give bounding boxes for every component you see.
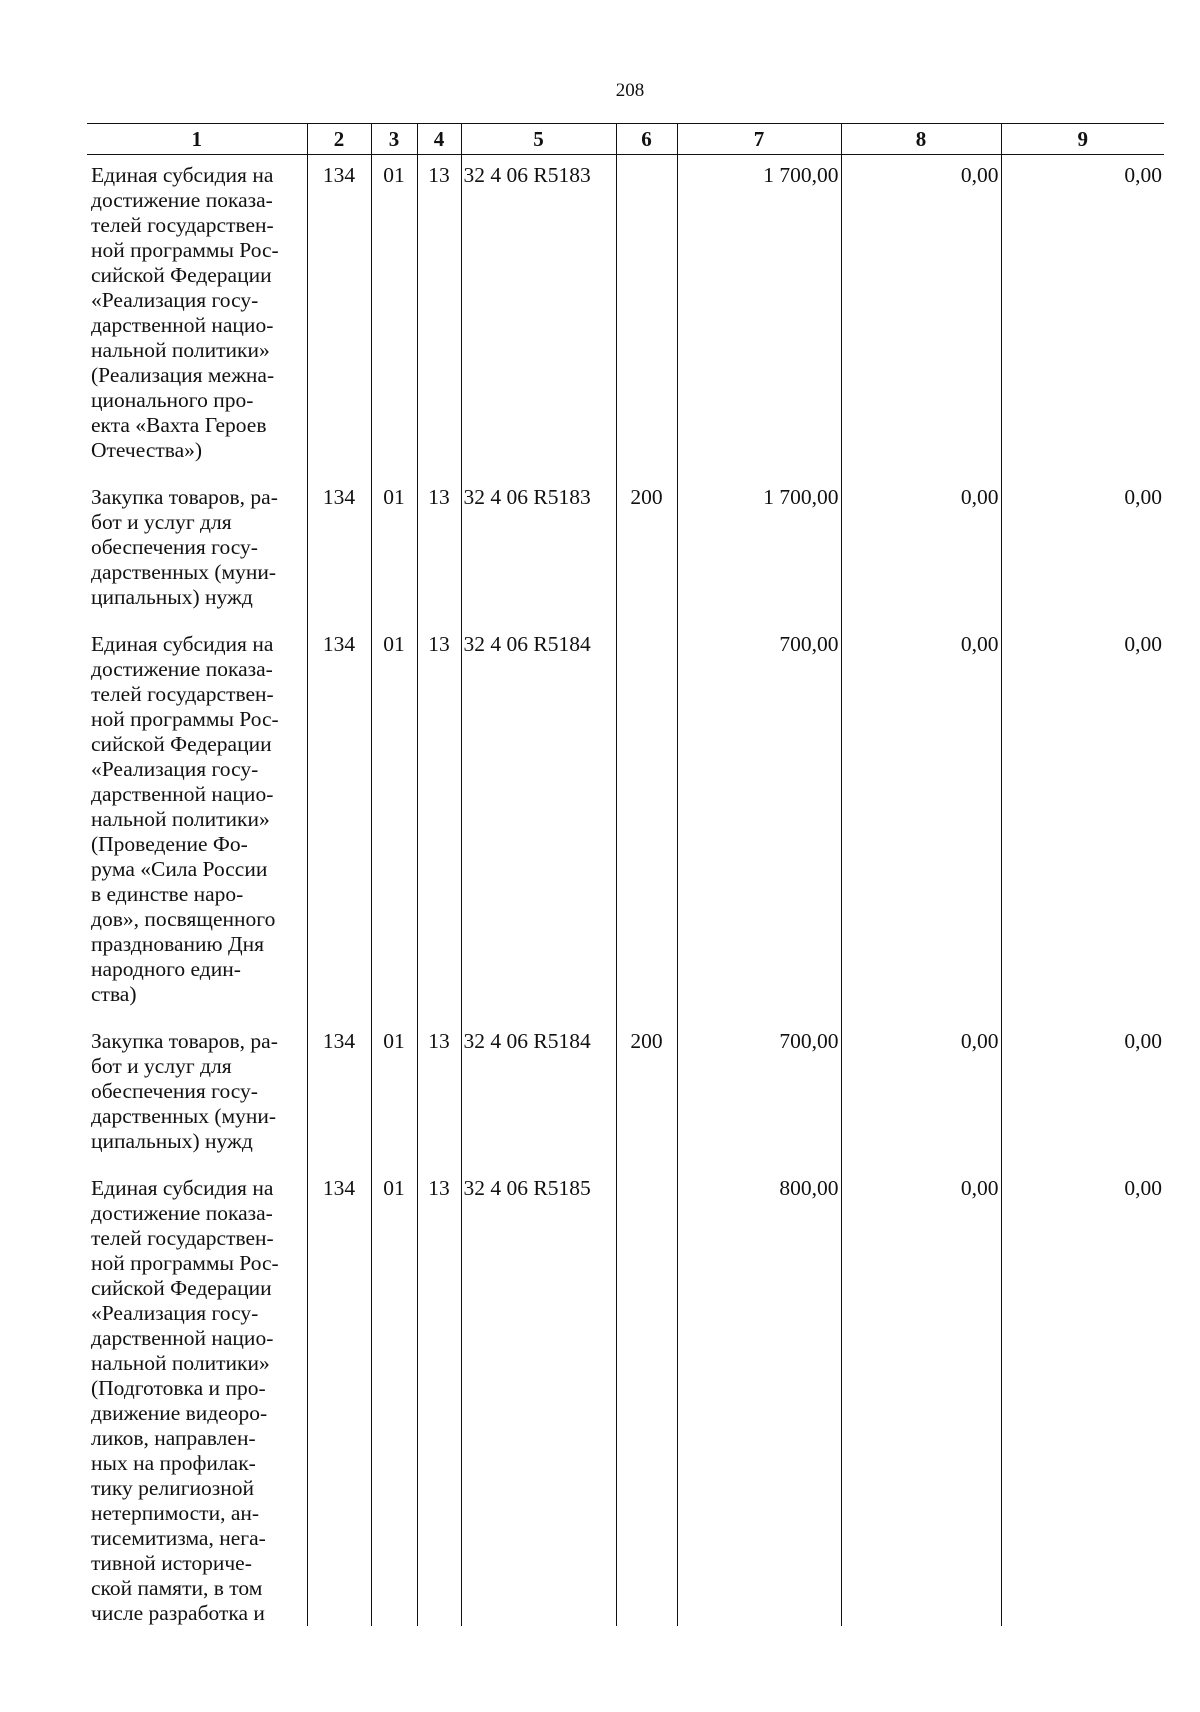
- cell-col2: 134: [307, 1168, 371, 1626]
- cell-col9: 0,00: [1001, 477, 1164, 624]
- table-row: [87, 155, 1164, 478]
- table-row: [87, 477, 1164, 624]
- cell-col3: 01: [371, 1168, 417, 1626]
- cell-col4: 13: [417, 477, 461, 624]
- cell-col5: 32 4 06 R5184: [461, 624, 616, 1021]
- row-name: Единая субсидия на достижение показа- телей государствен- ной программы Рос- сийской Федерации «Реализация госу- дарственной нацио- нальной политики» (Подготовка и про- движение видеоро- ликов, направлен- ных на профилак- тику религиозной нетерпимости, ан- тисемитизма, нега- тивной историче- ской памяти, в том числе разработка и: [91, 1176, 279, 1625]
- cell-col9: 0,00: [1001, 1168, 1164, 1626]
- column-header: 2: [307, 124, 371, 155]
- cell-col5: 32 4 06 R5185: [461, 1168, 616, 1626]
- column-header: 1: [87, 124, 307, 155]
- table-header-row: [87, 124, 1164, 155]
- cell-col3: 01: [371, 477, 417, 624]
- cell-col8: 0,00: [841, 477, 1001, 624]
- column-header: 9: [1001, 124, 1164, 155]
- cell-col3: 01: [371, 1021, 417, 1168]
- cell-col9: 0,00: [1001, 624, 1164, 1021]
- cell-col9: 0,00: [1001, 1021, 1164, 1168]
- column-header: 8: [841, 124, 1001, 155]
- page-number: 208: [615, 80, 645, 101]
- cell-col4: 13: [417, 1168, 461, 1626]
- row-name: Единая субсидия на достижение показа- телей государствен- ной программы Рос- сийской Федерации «Реализация госу- дарственной нацио- нальной политики» (Реализация межна- ционального про- екта «Вахта Героев Отечества»): [91, 163, 279, 462]
- table-row: [87, 1168, 1164, 1626]
- table-row: [87, 624, 1164, 1021]
- cell-col6: [616, 624, 677, 1021]
- cell-col6: [616, 1168, 677, 1626]
- cell-col5: 32 4 06 R5183: [461, 155, 616, 478]
- cell-col3: 01: [371, 155, 417, 478]
- row-name: Закупка товаров, ра- бот и услуг для обеспечения госу- дарственных (муни- ципальных) нужд: [91, 485, 278, 609]
- cell-col7: 800,00: [677, 1168, 841, 1626]
- cell-col2: 134: [307, 155, 371, 478]
- cell-col7: 700,00: [677, 624, 841, 1021]
- cell-col9: 0,00: [1001, 155, 1164, 478]
- cell-col2: 134: [307, 624, 371, 1021]
- table-row: [87, 1021, 1164, 1168]
- cell-col7: 1 700,00: [677, 155, 841, 478]
- cell-col4: 13: [417, 1021, 461, 1168]
- row-name: Единая субсидия на достижение показа- телей государствен- ной программы Рос- сийской Федерации «Реализация госу- дарственной нацио- нальной политики» (Проведение Фо- рума «Сила России в единстве наро- дов», посвященного празднованию Дня народного един- ства): [91, 632, 279, 1006]
- cell-col8: 0,00: [841, 624, 1001, 1021]
- cell-col3: 01: [371, 624, 417, 1021]
- column-header: 6: [616, 124, 677, 155]
- column-header: 4: [417, 124, 461, 155]
- row-name: Закупка товаров, ра- бот и услуг для обеспечения госу- дарственных (муни- ципальных) нужд: [91, 1029, 278, 1153]
- column-header: 5: [461, 124, 616, 155]
- column-header: 7: [677, 124, 841, 155]
- cell-col7: 700,00: [677, 1021, 841, 1168]
- cell-col5: 32 4 06 R5184: [461, 1021, 616, 1168]
- cell-col4: 13: [417, 155, 461, 478]
- cell-col6: [616, 155, 677, 478]
- column-header: 3: [371, 124, 417, 155]
- cell-col4: 13: [417, 624, 461, 1021]
- cell-col8: 0,00: [841, 1021, 1001, 1168]
- cell-col2: 134: [307, 477, 371, 624]
- cell-col6: 200: [616, 477, 677, 624]
- cell-col5: 32 4 06 R5183: [461, 477, 616, 624]
- budget-table: [87, 123, 1164, 1626]
- cell-col8: 0,00: [841, 155, 1001, 478]
- cell-col6: 200: [616, 1021, 677, 1168]
- cell-col2: 134: [307, 1021, 371, 1168]
- cell-col7: 1 700,00: [677, 477, 841, 624]
- cell-col8: 0,00: [841, 1168, 1001, 1626]
